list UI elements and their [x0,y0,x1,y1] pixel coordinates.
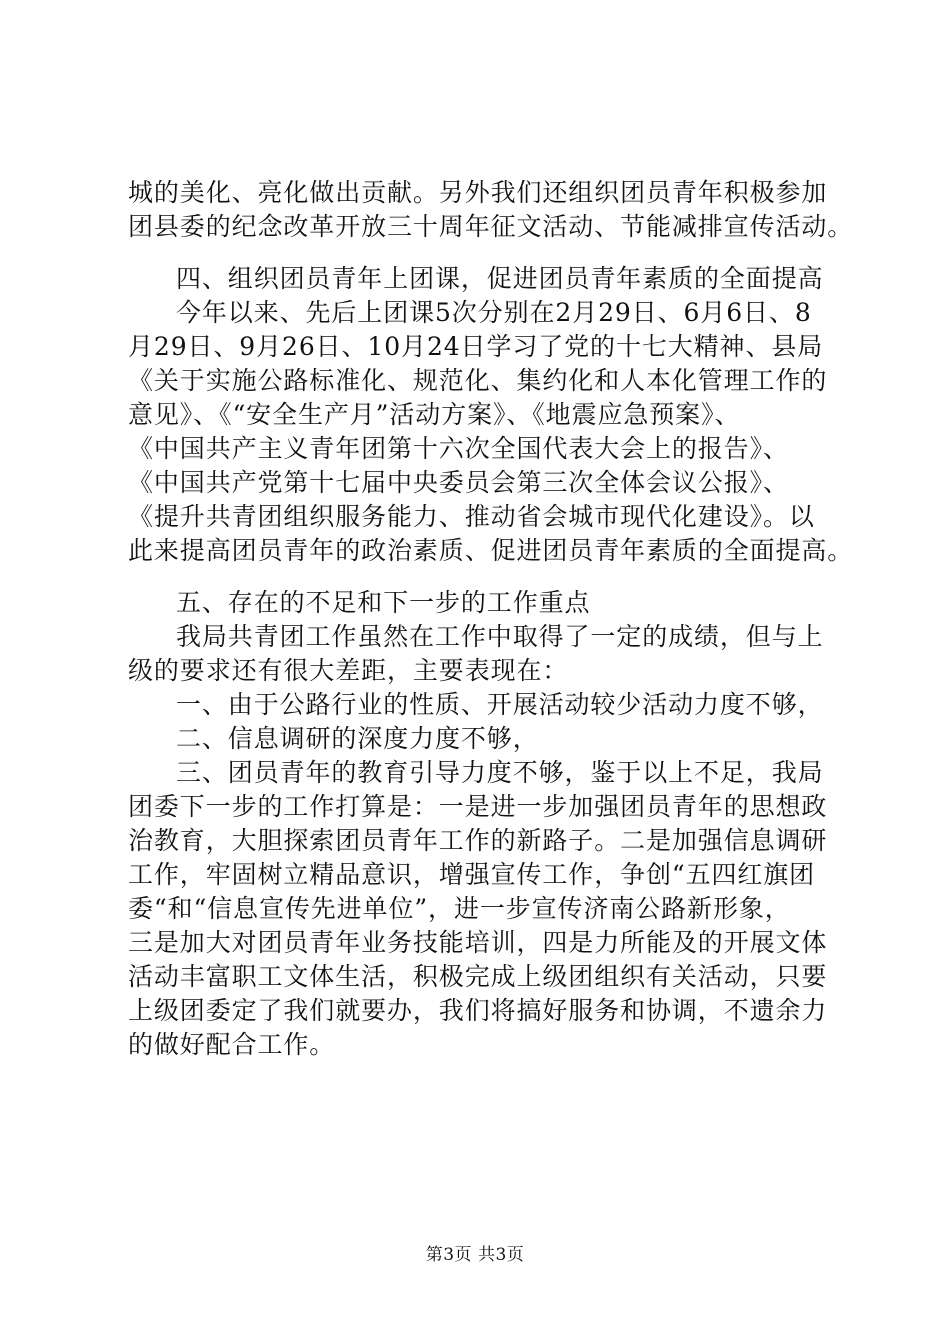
text-line-1: 城的美化、亮化做出贡献。另外我们还组织团员青年积极参加 [128,178,828,207]
text-line-16: 二、信息调研的深度力度不够， [176,724,539,753]
section-heading-4: 四、组织团员青年上团课，促进团员青年素质的全面提高 [176,264,824,293]
text-line-25: 的做好配合工作。 [128,1030,336,1059]
text-line-8: 《中国共产主义青年团第十六次全国代表大会上的报告》、 [128,434,789,463]
text-line-13: 我局共青团工作虽然在工作中取得了一定的成绩，但与上 [176,622,824,651]
text-line-14: 级的要求还有很大差距，主要表现在： [128,656,569,685]
text-line-9: 《中国共产党第十七届中央委员会第三次全体会议公报》、 [128,468,789,497]
text-line-11: 此来提高团员青年的政治素质、促进团员青年素质的全面提高。 [128,536,854,565]
text-line-6: 《关于实施公路标准化、规范化、集约化和人本化管理工作的 [128,366,828,395]
section-heading-5: 五、存在的不足和下一步的工作重点 [176,588,591,617]
text-line-15: 一、由于公路行业的性质、开展活动较少活动力度不够， [176,690,824,719]
page-footer: 第3页 共3页 [425,1245,525,1265]
text-line-18: 团委下一步的工作打算是：一是进一步加强团员青年的思想政 [128,792,828,821]
text-line-2: 团县委的纪念改革开放三十周年征文活动、节能减排宣传活动。 [128,212,854,241]
text-line-10: 《提升共青团组织服务能力、推动省会城市现代化建设》。以 [128,502,815,531]
text-line-4: 今年以来、先后上团课5次分别在2月29日、6月6日、8 [176,298,812,327]
text-line-23: 活动丰富职工文体生活，积极完成上级团组织有关活动，只要 [128,962,828,991]
text-line-5: 月29日、9月26日、10月24日学习了党的十七大精神、县局 [128,332,824,361]
text-line-22: 三是加大对团员青年业务技能培训，四是力所能及的开展文体 [128,928,828,957]
text-line-20: 工作，牢固树立精品意识，增强宣传工作，争创“五四红旗团 [128,860,816,889]
text-line-24: 上级团委定了我们就要办，我们将搞好服务和协调，不遗余力 [128,996,828,1025]
text-line-21: 委“和“信息宣传先进单位”，进一步宣传济南公路新形象， [128,894,791,923]
text-line-17: 三、团员青年的教育引导力度不够，鉴于以上不足，我局 [176,758,824,787]
text-line-7: 意见》、《“安全生产月”活动方案》、《地震应急预案》、 [128,400,741,429]
text-line-19: 治教育，大胆探索团员青年工作的新路子。二是加强信息调研 [128,826,828,855]
